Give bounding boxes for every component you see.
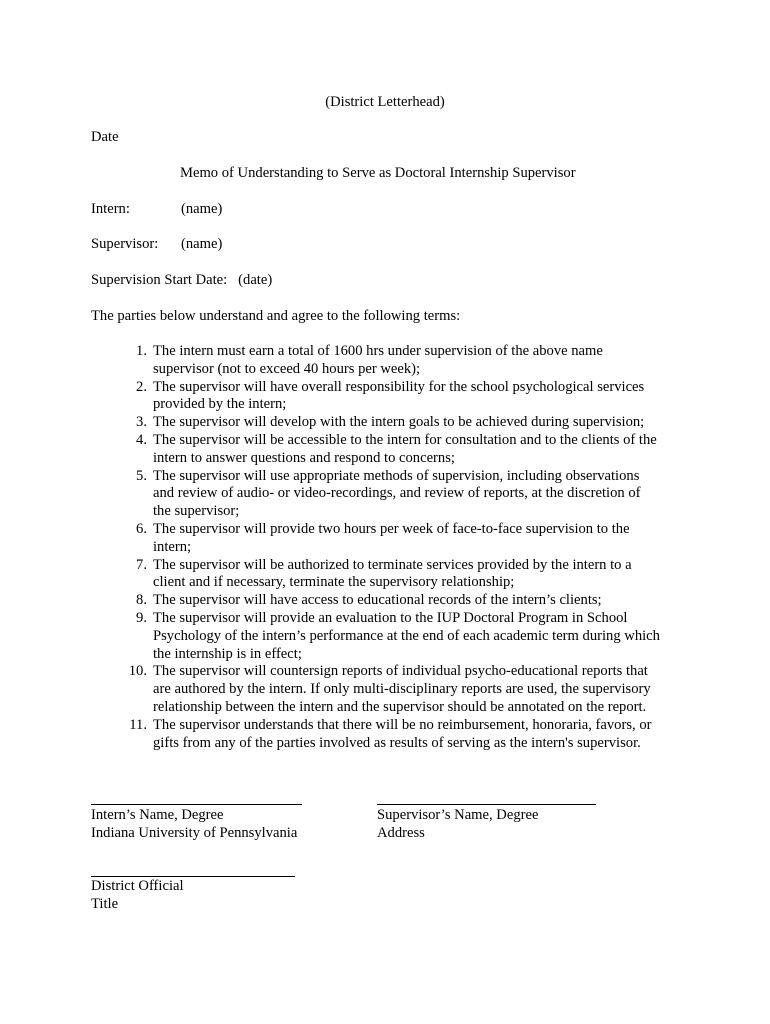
term-number: 6. (136, 520, 147, 537)
terms-intro: The parties below understand and agree to the following terms: (91, 308, 461, 324)
term-item (91, 379, 691, 415)
term-text-line: The intern must earn a total of 1600 hrs under supervision of the above name (153, 343, 603, 359)
term-text-line: The supervisor will provide an evaluation to the IUP Doctoral Program in School (153, 609, 628, 626)
term-number: 4. (136, 431, 147, 448)
supervisor-signature-line[interactable] (377, 804, 596, 805)
term-number: 5. (136, 467, 147, 484)
term-text-line: The supervisor will develop with the intern goals to be achieved during supervision; (153, 414, 645, 431)
start-date-label: Supervision Start Date: (91, 272, 228, 288)
term-number: 1. (136, 343, 147, 359)
term-item (91, 592, 691, 610)
intern-label: Intern: (91, 201, 130, 217)
intern-value: (name) (181, 201, 223, 217)
term-text-line: are authored by the intern. If only multi-disciplinary reports are used, the supervisory (153, 681, 651, 698)
term-text-line: supervisor (not to exceed 40 hours per week); (153, 360, 421, 377)
term-text-line: The supervisor will have overall responsibility for the school psychological services (153, 378, 645, 395)
term-text-line: The supervisor understands that there will be no reimbursement, honoraria, favors, or (153, 716, 652, 733)
supervisor-value: (name) (181, 236, 223, 252)
term-number: 11. (129, 716, 147, 733)
official-signature-name: District Official (91, 878, 184, 894)
term-number: 8. (136, 592, 147, 609)
term-text-line: intern to answer questions and respond to concerns; (153, 449, 455, 466)
term-text-line: The supervisor will be authorized to terminate services provided by the intern to a (153, 556, 632, 573)
supervisor-signature-address: Address (377, 825, 425, 841)
supervisor-label: Supervisor: (91, 236, 159, 252)
term-item (91, 468, 691, 521)
term-number: 2. (136, 378, 147, 395)
term-number: 7. (136, 556, 147, 573)
term-text-line: The supervisor will use appropriate methods of supervision, including observations (153, 467, 640, 484)
term-number: 9. (136, 609, 147, 626)
term-text-line: intern; (153, 538, 192, 555)
term-text-line: client and if necessary, terminate the supervisory relationship; (153, 574, 515, 591)
term-item (91, 663, 691, 716)
intern-signature-line[interactable] (91, 804, 302, 805)
letterhead: (District Letterhead) (325, 94, 445, 110)
term-text-line: The supervisor will have access to educational records of the intern’s clients; (153, 592, 602, 609)
intern-signature-affiliation: Indiana University of Pennsylvania (91, 825, 298, 841)
intern-signature-name: Intern’s Name, Degree (91, 807, 224, 823)
term-number: 3. (136, 414, 147, 431)
memo-title: Memo of Understanding to Serve as Doctoral Internship Supervisor (180, 165, 576, 181)
start-date-value: (date) (238, 272, 273, 288)
term-text-line: the internship is in effect; (153, 645, 302, 662)
term-item (91, 557, 691, 593)
term-item (91, 521, 691, 557)
term-text-line: The supervisor will countersign reports of individual psycho-educational reports that (153, 663, 648, 680)
term-text-line: gifts from any of the parties involved as results of serving as the intern's supervisor. (153, 734, 641, 751)
term-item (91, 717, 691, 753)
term-text-line: provided by the intern; (153, 396, 287, 413)
term-text-line: relationship between the intern and the supervisor should be annotated on the report. (153, 698, 647, 715)
terms-list (91, 343, 691, 752)
term-number: 10. (128, 663, 147, 680)
term-text-line: the supervisor; (153, 503, 240, 520)
intern-field (91, 201, 222, 219)
term-item (91, 432, 691, 468)
date-label: Date (91, 129, 119, 145)
supervisor-signature-name: Supervisor’s Name, Degree (377, 807, 539, 823)
official-signature-line[interactable] (91, 876, 295, 877)
official-signature-title: Title (91, 896, 119, 912)
start-date-field (91, 272, 272, 290)
term-text-line: and review of audio- or video-recordings, and review of reports, at the discretion of (153, 485, 641, 502)
term-item (91, 414, 691, 432)
term-item (91, 610, 691, 663)
term-text-line: The supervisor will be accessible to the intern for consultation and to the clients of the (153, 431, 657, 448)
term-text-line: Psychology of the intern’s performance at the end of each academic term during which (153, 627, 660, 644)
supervisor-field (91, 236, 222, 254)
term-text-line: The supervisor will provide two hours per week of face-to-face supervision to the (153, 520, 630, 537)
term-item (91, 343, 691, 379)
